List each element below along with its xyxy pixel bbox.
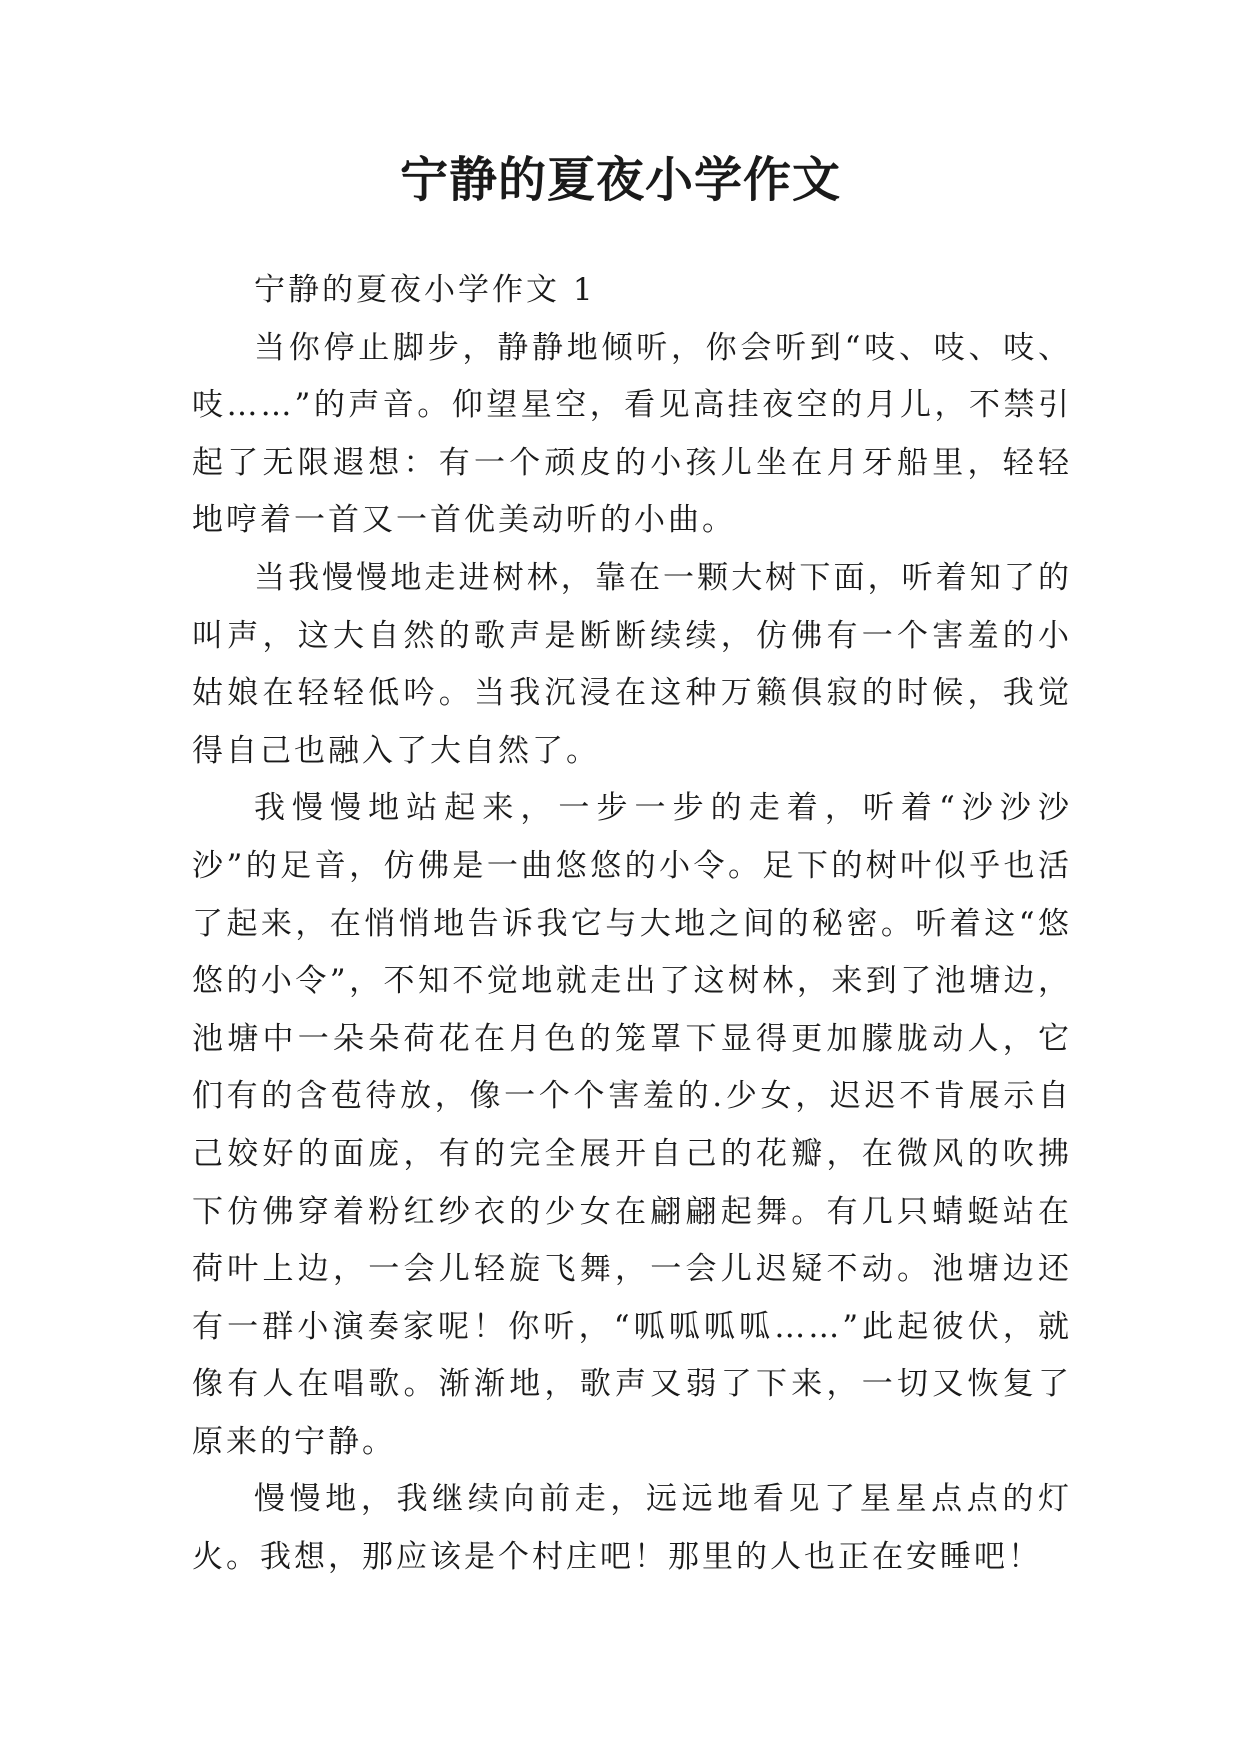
paragraph-1: 当你停止脚步，静静地倾听，你会听到“吱、吱、吱、吱……”的声音。仰望星空，看见高挂夜空的月儿，不禁引起了无限遐想：有一个顽皮的小孩儿坐在月牙船里，轻轻地哼着一首又一首优美动听的小曲。 [192, 329, 1072, 539]
document-body [192, 262, 1072, 1587]
document-title: 宁静的夏夜小学作文 [399, 152, 841, 208]
section-heading: 宁静的夏夜小学作文 1 [254, 272, 596, 308]
paragraph-2: 当我慢慢地走进树林，靠在一颗大树下面，听着知了的叫声，这大自然的歌声是断断续续，仿佛有一个害羞的小姑娘在轻轻低吟。当我沉浸在这种万籁俱寂的时候，我觉得自己也融入了大自然了。 [192, 559, 1072, 769]
paragraph-4: 慢慢地，我继续向前走，远远地看见了星星点点的灯火。我想，那应该是个村庄吧！那里的人也正在安睡吧！ [192, 1481, 1072, 1576]
paragraph-3: 我慢慢地站起来，一步一步的走着，听着“沙沙沙沙”的足音，仿佛是一曲悠悠的小令。足下的树叶似乎也活了起来，在悄悄地告诉我它与大地之间的秘密。听着这“悠悠的小令”，不知不觉地就走出了这树林，来到了池塘边，池塘中一朵朵荷花在月色的笼罩下显得更加朦胧动人，它们有的含苞待放，像一个个害羞的.少女，迟迟不肯展示自己姣好的面庞，有的完全展开自己的花瓣，在微风的吹拂下仿佛穿着粉红纱衣的少女在翩翩起舞。有几只蜻蜓站在荷叶上边，一会儿轻旋飞舞，一会儿迟疑不动。池塘边还有一群小演奏家呢！你听，“呱呱呱呱……”此起彼伏，就像有人在唱歌。渐渐地，歌声又弱了下来，一切又恢复了原来的宁静。 [192, 790, 1072, 1460]
